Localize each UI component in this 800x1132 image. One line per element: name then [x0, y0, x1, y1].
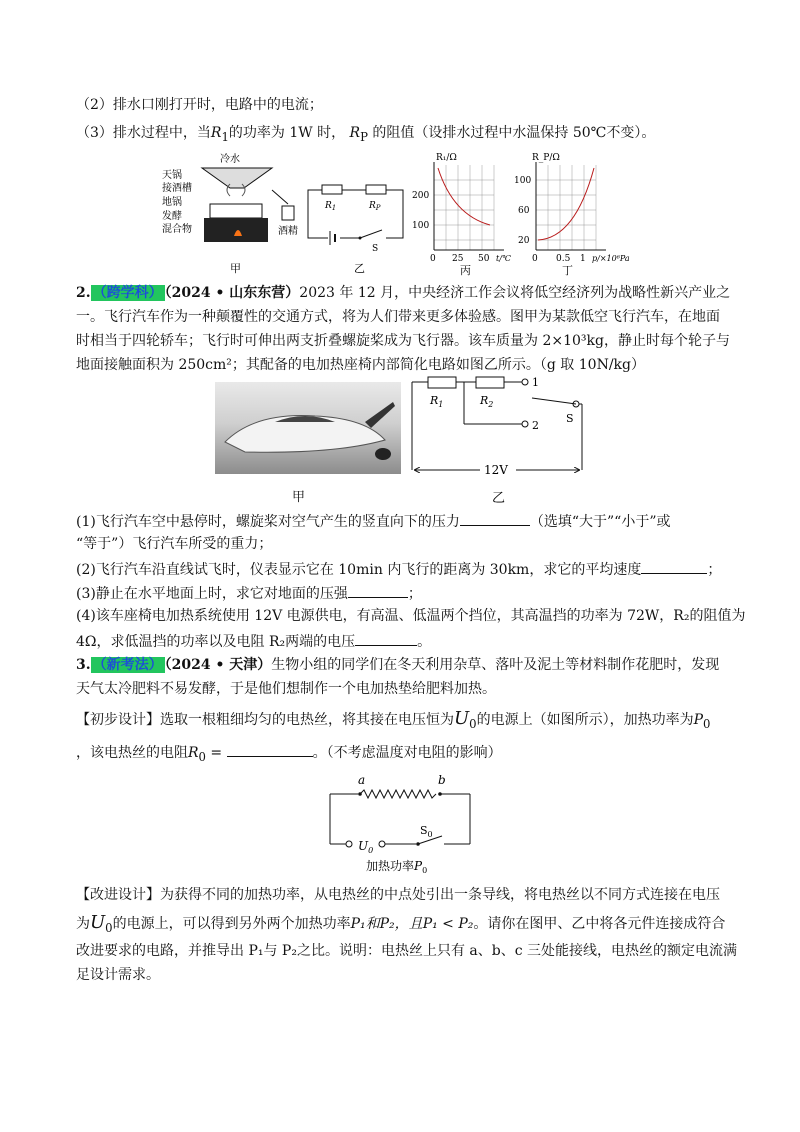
q3-text1: 生物小组的同学们在冬天利用杂草、落叶及泥土等材料制作花肥时，发现 [271, 657, 720, 673]
answer-blank-r0[interactable] [227, 742, 313, 757]
figure-graph-ding [510, 150, 650, 278]
bing-x-0: 0 [430, 254, 436, 264]
q1-part3 [76, 124, 655, 146]
heating-wire-icon [360, 790, 436, 798]
q2-line1 [76, 284, 730, 302]
caption-car-jia: 甲 [292, 490, 306, 505]
label-diguo: 地锅 [162, 197, 182, 208]
q2-ans1-cont: “等于”）飞行汽车所受的重力； [76, 536, 273, 552]
q3-improve3: 改进要求的电路，并推导出 P₁与 P₂之比。说明：电热丝上只有 a、b、c 三处能接线，电热丝的额定电流满 [76, 943, 738, 959]
flying-car-image [215, 382, 401, 474]
label-tianguo: 天锅 [162, 170, 182, 181]
q3-tag: （新考法） [92, 657, 163, 673]
q2-number: 2. [76, 285, 91, 301]
bing-x-25: 25 [452, 254, 464, 264]
caption-ding: 丁 [562, 264, 573, 277]
rp-symbol: R [349, 125, 361, 141]
ding-x-0: 0 [532, 254, 538, 264]
caption-yi: 乙 [354, 262, 365, 275]
caption-bing: 丙 [460, 264, 471, 277]
switch-s0-label: $S_0$ [420, 824, 433, 839]
q2-ans2: (2)飞行汽车沿直线试飞时，仪表显示它在 10min 内飞行的距离为 30km，求它的平均速度 ； [76, 559, 721, 579]
ding-y-20: 20 [518, 236, 530, 246]
answer-blank-1[interactable] [460, 511, 530, 526]
resistor-r1 [322, 185, 342, 194]
q1-part2: （2）排水口刚打开时，电路中的电流； [76, 97, 323, 113]
terminal-1-label: 1 [532, 376, 539, 389]
q2-text1: 2023 年 12 月，中央经济工作会议将低空经济列为战略性新兴产业之 [299, 285, 731, 301]
ding-xunit: p/×10⁶Pa [592, 254, 630, 263]
bing-y-100: 100 [412, 221, 430, 231]
point-b-label: b [438, 773, 446, 787]
q1-part3-a: （3）排水过程中，当 [76, 125, 211, 141]
q3-design2: ，该电热丝的电阻$R_0$ = 。（不考虑温度对电阻的影响） [76, 742, 502, 766]
ding-x-05: 0.5 [556, 254, 571, 264]
bing-y-200: 200 [412, 191, 430, 201]
resistor-r2-seat [476, 377, 504, 388]
q2-ans3: (3)静止在水平地面上时，求它对地面的压强 ； [76, 583, 422, 603]
caption-jia: 甲 [230, 262, 241, 275]
r1-subscript: 1 [221, 129, 229, 144]
q2-tag: （跨学科） [92, 285, 163, 301]
r1-seat-label: $R_1$ [430, 394, 444, 409]
label-alcohol: 酒精 [278, 226, 298, 237]
q3-source: （2024 • 天津） [164, 657, 272, 673]
r2-seat-label: $R_2$ [480, 394, 494, 409]
q3-line2: 天气太冷肥料不易发酵，于是他们想制作一个电加热垫给肥料加热。 [76, 681, 496, 697]
ding-curve [538, 168, 594, 240]
label-jiejiucao: 接酒槽 [162, 183, 192, 194]
rp-label: $R_P$ [369, 201, 381, 212]
terminal-2-label: 2 [532, 419, 539, 432]
ding-grid [536, 165, 596, 250]
figure-heating-wire-circuit [320, 768, 480, 880]
source-u0-label: $U_0$ [358, 839, 374, 855]
q3-improve4: 足设计需求。 [76, 967, 160, 983]
caption-seat-yi: 乙 [492, 491, 506, 506]
q1-part3-b: 的功率为 1W 时， [228, 125, 346, 141]
resistor-r1-seat [428, 377, 456, 388]
ding-x-1: 1 [580, 254, 586, 264]
bing-grid [434, 165, 494, 250]
voltage-label: 12V [484, 463, 508, 477]
answer-blank-4[interactable] [355, 631, 417, 646]
ding-ylabel: R_P/Ω [532, 153, 560, 163]
switch-s-label: S [566, 412, 574, 425]
rp-subscript: P [360, 129, 368, 144]
q3-improve2: 为$U_0$的电源上，可以得到另外两个加热功率P₁和P₂，且P₁ < P₂。请你在图甲、乙中将各元件连接成符合 [76, 912, 726, 935]
resistor-rp [366, 185, 386, 194]
q3-improve1: 【改进设计】为获得不同的加热功率，从电热丝的中点处引出一条导线，将电热丝以不同方式连接在电压 [76, 887, 720, 903]
ding-y-60: 60 [518, 206, 530, 216]
ding-y-100: 100 [514, 176, 532, 186]
q2-ans4: (4)该车座椅电加热系统使用 12V 电源供电，有高温、低温两个挡位，其高温挡的功率为 72W，R₂的阻值为 [76, 608, 746, 624]
figure-graph-bing [408, 150, 518, 278]
q1-part3-c: 的阻值（设排水过程中水温保持 50℃不变）。 [372, 125, 656, 141]
q2-line2: 一。飞行汽车作为一种颠覆性的交通方式，将为人们带来更多体验感。图甲为某款低空飞行汽车，在地面 [76, 309, 720, 325]
q2-line4: 地面接触面积为 250cm²；其配备的电加热座椅内部简化电路如图乙所示。（g 取 10N/kg） [76, 357, 645, 373]
q3-line1 [76, 656, 719, 674]
figure-circuit-yi [298, 180, 408, 276]
bottom-pot-icon [210, 204, 262, 218]
source-terminal-2 [379, 841, 385, 847]
bing-xunit: t/℃ [496, 254, 511, 263]
terminal-1 [522, 379, 528, 385]
top-pot-icon [202, 168, 272, 188]
q3-design1: 【初步设计】选取一根粗细均匀的电热丝，将其接在电压恒为$U_0$的电源上（如图所示），加热功率为$P_0$ [76, 708, 711, 731]
answer-blank-2[interactable] [641, 559, 707, 574]
terminal-2 [522, 421, 528, 427]
caption-heating-power: 加热功率$P_0$ [366, 859, 428, 875]
r1-symbol: R [210, 125, 222, 141]
answer-blank-3[interactable] [348, 583, 408, 598]
q2-line3: 时相当于四轮轿车；飞行时可伸出两支折叠螺旋桨成为飞行器。该车质量为 2×10³kg，静止时每个轮子与 [76, 333, 730, 349]
q2-ans1: (1)飞行汽车空中悬停时，螺旋桨对空气产生的竖直向下的压力 （选填“大于”“小于”或 [76, 511, 670, 531]
figure-seat-circuit [400, 374, 600, 508]
switch-arm [532, 398, 576, 404]
label-cold-water: 冷水 [220, 154, 240, 165]
q2-ans4-cont: 4Ω，求低温挡的功率以及电阻 R₂两端的电压 。 [76, 631, 431, 651]
q2-source: （2024 • 山东东营） [164, 285, 300, 301]
q3-number: 3. [76, 657, 91, 673]
label-mixture: 混合物 [162, 224, 192, 235]
switch-label: S [372, 244, 379, 254]
r1-label: $R_1$ [325, 201, 337, 212]
stove-icon [204, 218, 268, 242]
point-a-label: a [358, 773, 366, 787]
alcohol-cup-icon [282, 206, 294, 220]
label-fajiao: 发酵 [162, 211, 182, 222]
bing-x-50: 50 [478, 254, 490, 264]
source-terminal-1 [346, 841, 352, 847]
bing-ylabel: R₁/Ω [436, 153, 457, 163]
figure-distillation [160, 148, 310, 278]
